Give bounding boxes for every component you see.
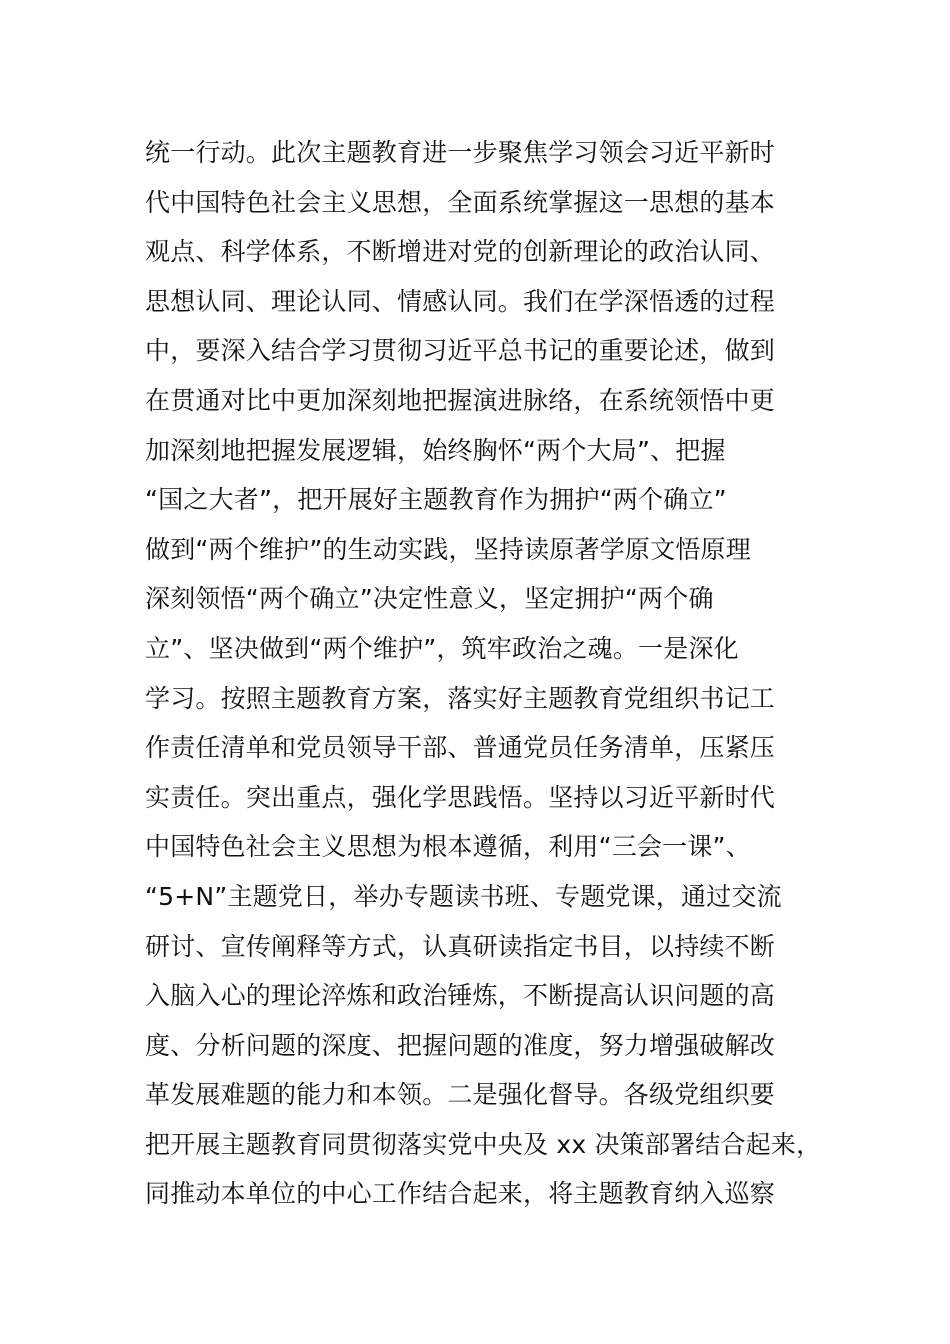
- text-line: 加深刻地把握发展逻辑，始终胸怀“两个大局”、把握: [145, 435, 726, 465]
- text-line: 做到“两个维护”的生动实践，坚持读原著学原文悟原理: [145, 534, 751, 564]
- text-line: 学习。按照主题教育方案，落实好主题教育党组织书记工: [145, 683, 776, 713]
- text-line: 在贯通对比中更加深刻地把握演进脉络，在系统领悟中更: [145, 385, 776, 415]
- text-line: 实责任。突出重点，强化学思践悟。坚持以习近平新时代: [145, 782, 776, 812]
- text-line: 把开展主题教育同贯彻落实党中央及 xx 决策部署结合起来，: [145, 1129, 822, 1159]
- text-line: 同推动本单位的中心工作结合起来，将主题教育纳入巡察: [145, 1179, 776, 1209]
- text-line: 深刻领悟“两个确立”决定性意义，坚定拥护“两个确: [145, 584, 714, 614]
- text-line: 立”、坚决做到“两个维护”，筑牢政治之魂。一是深化: [145, 633, 739, 663]
- text-line: 代中国特色社会主义思想，全面系统掌握这一思想的基本: [145, 187, 776, 217]
- text-line: 度、分析问题的深度、把握问题的准度，努力增强破解改: [145, 1030, 776, 1060]
- text-line: 统一行动。此次主题教育进一步聚焦学习领会习近平新时: [145, 138, 776, 167]
- text-line: 作责任清单和党员领导干部、普通党员任务清单，压紧压: [145, 733, 776, 763]
- body-text: [145, 128, 845, 1219]
- text-line: 观点、科学体系，不断增进对党的创新理论的政治认同、: [145, 237, 776, 267]
- text-line: 思想认同、理论认同、情感认同。我们在学深悟透的过程: [145, 286, 776, 316]
- text-line: “国之大者”，把开展好主题教育作为拥护“两个确立”: [145, 485, 727, 515]
- text-line: 中，要深入结合学习贯彻习近平总书记的重要论述，做到: [145, 336, 776, 366]
- text-line: 中国特色社会主义思想为根本遵循，利用“三会一课”、: [145, 832, 751, 862]
- text-line: 研讨、宣传阐释等方式，认真研读指定书目，以持续不断: [145, 931, 776, 961]
- text-line: 入脑入心的理论淬炼和政治锤炼，不断提高认识问题的高: [145, 981, 776, 1011]
- text-line: 革发展难题的能力和本领。二是强化督导。各级党组织要: [145, 1080, 776, 1110]
- text-line: “5+N”主题党日，举办专题读书班、专题党课，通过交流: [145, 881, 782, 911]
